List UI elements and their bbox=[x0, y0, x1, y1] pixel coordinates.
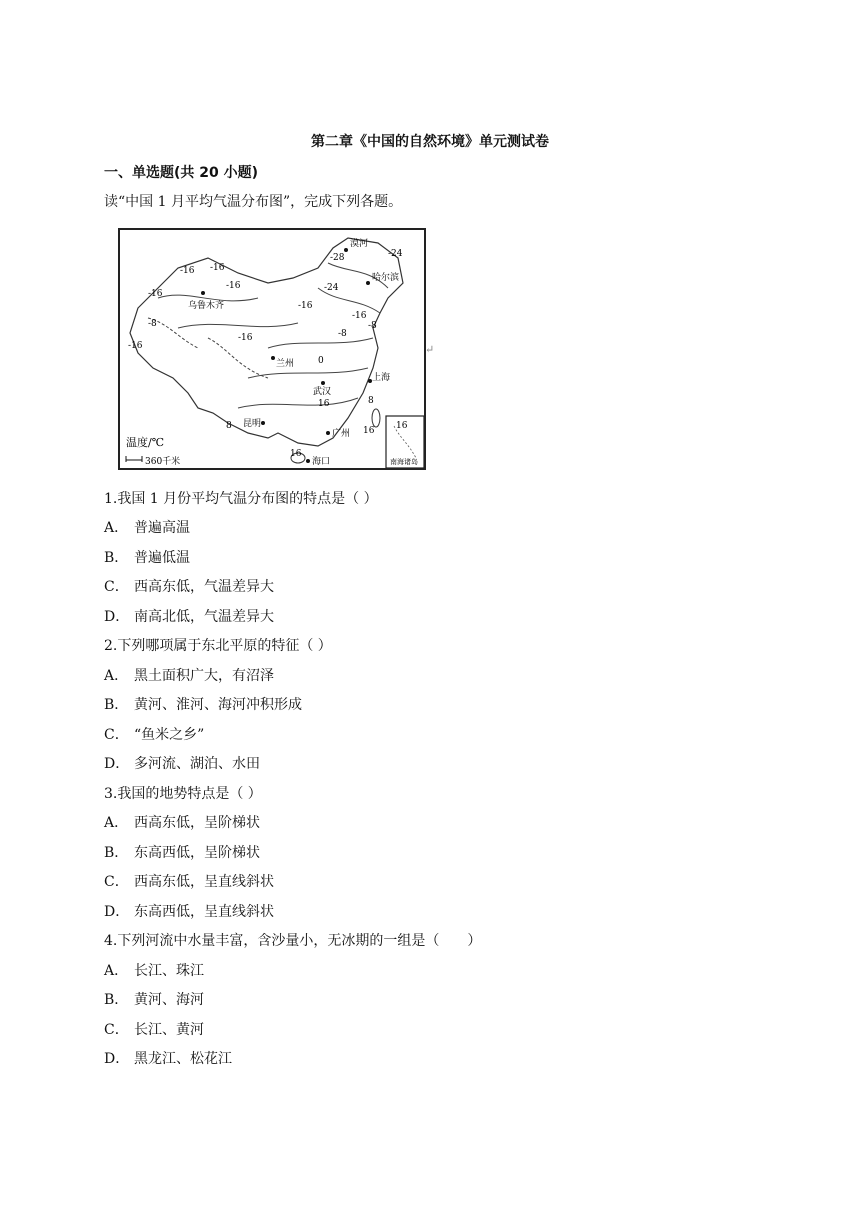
option-item[interactable]: D． 东高西低，呈直线斜状 bbox=[104, 904, 274, 920]
option-item[interactable]: D． 多河流、湖泊、水田 bbox=[104, 756, 260, 772]
option-item[interactable]: A． 普遍高温 bbox=[104, 520, 190, 536]
iso-label: -16 bbox=[180, 266, 195, 276]
option-item[interactable]: B． 普遍低温 bbox=[104, 550, 190, 566]
iso-label: -16 bbox=[352, 311, 367, 321]
option-item[interactable]: B． 黄河、海河 bbox=[104, 992, 204, 1008]
iso-label: -16 bbox=[210, 263, 225, 273]
label-lanzhou: 兰州 bbox=[276, 359, 295, 369]
iso-label: -16 bbox=[148, 289, 163, 299]
iso-label: -16 bbox=[298, 301, 313, 311]
label-guangzhou: 广州 bbox=[332, 429, 351, 439]
option-item[interactable]: C． 长江、黄河 bbox=[104, 1022, 204, 1038]
option-item[interactable]: A． 黑土面积广大，有沼泽 bbox=[104, 668, 274, 684]
iso-label: -16 bbox=[226, 281, 241, 291]
option-item[interactable]: C． 西高东低，呈直线斜状 bbox=[104, 874, 274, 890]
label-harbin: 哈尔滨 bbox=[372, 273, 400, 283]
label-mohe: 漠河 bbox=[350, 239, 369, 249]
label-haikou: 海口 bbox=[312, 457, 331, 467]
iso-label: 0 bbox=[318, 356, 324, 366]
option-item[interactable]: C． 西高东低，气温差异大 bbox=[104, 579, 274, 595]
iso-label: 16 bbox=[363, 426, 375, 436]
inset-label: 南海诸岛 bbox=[390, 458, 418, 466]
iso-label: -24 bbox=[388, 249, 403, 259]
option-item[interactable]: A． 西高东低，呈阶梯状 bbox=[104, 815, 260, 831]
iso-label: 8 bbox=[226, 421, 232, 431]
label-kunming: 昆明 bbox=[243, 419, 262, 429]
iso-label: -28 bbox=[330, 253, 345, 263]
page-title: 第二章《中国的自然环境》单元测试卷 bbox=[311, 134, 549, 150]
question-stem: 1.我国 1 月份平均气温分布图的特点是（ ） bbox=[104, 491, 378, 507]
option-item[interactable]: C． “鱼米之乡” bbox=[104, 727, 205, 743]
iso-label: -16 bbox=[238, 333, 253, 343]
iso-label: -8 bbox=[148, 319, 157, 329]
iso-label: 16 bbox=[396, 421, 408, 431]
iso-label: 16 bbox=[290, 449, 302, 459]
question-stem: 2.下列哪项属于东北平原的特征（ ） bbox=[104, 638, 332, 654]
iso-label: -16 bbox=[128, 341, 143, 351]
legend-title: 温度/℃ bbox=[126, 436, 165, 449]
option-item[interactable]: D． 黑龙江、松花江 bbox=[104, 1051, 232, 1067]
section-heading: 一、单选题(共 20 小题) bbox=[104, 165, 259, 181]
option-item[interactable]: B． 东高西低，呈阶梯状 bbox=[104, 845, 260, 861]
iso-label: 16 bbox=[318, 399, 330, 409]
iso-label: 8 bbox=[368, 396, 374, 406]
iso-label: -8 bbox=[368, 321, 377, 331]
iso-label: -24 bbox=[324, 283, 339, 293]
question-stem: 3.我国的地势特点是（ ） bbox=[104, 786, 262, 802]
return-mark: ↵ bbox=[425, 343, 435, 356]
label-urumqi: 乌鲁木齐 bbox=[188, 301, 225, 311]
question-stem: 4.下列河流中水量丰富，含沙量小，无冰期的一组是（ ） bbox=[104, 933, 482, 949]
intro-text: 读“中国 1 月平均气温分布图”，完成下列各题。 bbox=[104, 194, 403, 210]
label-wuhan: 武汉 bbox=[313, 387, 332, 397]
option-item[interactable]: D． 南高北低，气温差异大 bbox=[104, 609, 274, 625]
iso-label: -8 bbox=[338, 329, 347, 339]
scale-label: 360千米 bbox=[145, 457, 181, 467]
option-item[interactable]: A． 长江、珠江 bbox=[104, 963, 204, 979]
temperature-map bbox=[118, 228, 426, 470]
option-item[interactable]: B． 黄河、淮河、海河冲积形成 bbox=[104, 697, 302, 713]
label-shanghai: 上海 bbox=[372, 373, 391, 383]
